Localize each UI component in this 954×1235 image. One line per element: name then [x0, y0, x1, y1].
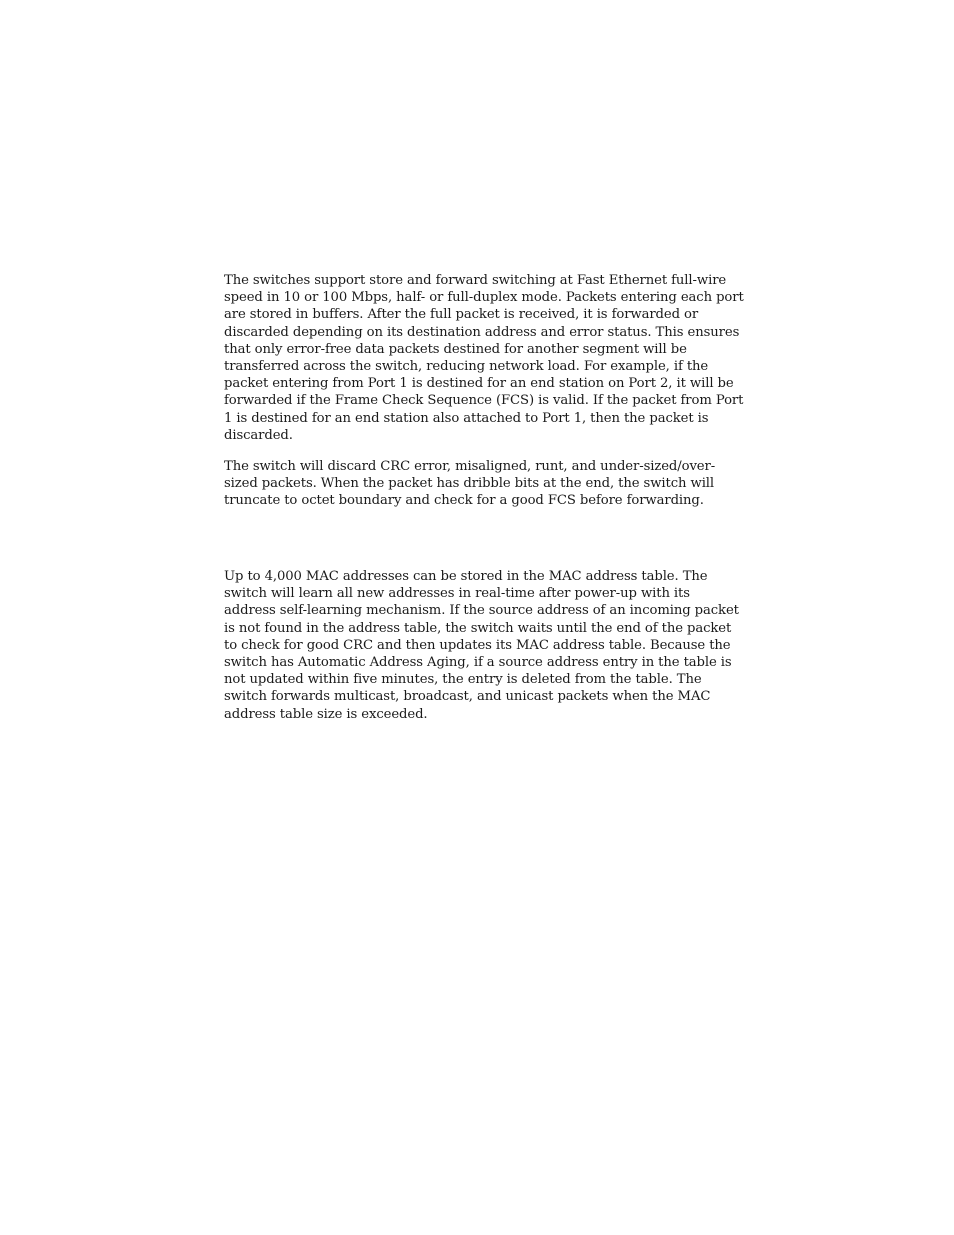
text-line: is not found in the address table, the switch waits until the end of the packet [224, 620, 732, 636]
text-line: are stored in buffers. After the full packet is received, it is forwarded or [224, 307, 699, 323]
text-line: address table size is exceeded. [224, 706, 428, 722]
text-line: switch has Automatic Address Aging, if a source address entry in the table is [224, 655, 732, 671]
paragraph-discard-errors [224, 458, 734, 510]
text-line: sized packets. When the packet has dribble bits at the end, the switch will [224, 476, 715, 492]
text-line: switch forwards multicast, broadcast, and unicast packets when the MAC [224, 689, 711, 705]
text-line: address self-learning mechanism. If the source address of an incoming packet [224, 603, 739, 619]
text-line: forwarded if the Frame Check Sequence (FCS) is valid. If the packet from Port [224, 393, 744, 409]
text-line: The switch will discard CRC error, misaligned, runt, and under-sized/over- [224, 459, 716, 474]
text-line: 1 is destined for an end station also attached to Port 1, then the packet is [224, 410, 709, 426]
text-line: discarded. [224, 427, 293, 443]
text-line: that only error-free data packets destined for another segment will be [224, 341, 687, 357]
text-line: transferred across the switch, reducing network load. For example, if the [224, 359, 709, 375]
text-line: not updated within five minutes, the entry is deleted from the table. The [224, 672, 702, 688]
text-line: speed in 10 or 100 Mbps, half- or full-duplex mode. Packets entering each port [224, 290, 744, 306]
text-line: Up to 4,000 MAC addresses can be stored in the MAC address table. The [224, 569, 708, 584]
paragraph-store-and-forward [224, 272, 744, 444]
text-line: to check for good CRC and then updates its MAC address table. Because the [224, 637, 731, 653]
text-line: The switches support store and forward switching at Fast Ethernet full-wire [224, 273, 727, 288]
text-line: truncate to octet boundary and check for a good FCS before forwarding. [224, 493, 704, 509]
text-line: discarded depending on its destination address and error status. This ensures [224, 324, 740, 340]
paragraph-mac-address-table [224, 568, 739, 723]
text-line: packet entering from Port 1 is destined for an end station on Port 2, it will be [224, 376, 734, 392]
text-line: switch will learn all new addresses in real-time after power-up with its [224, 586, 690, 602]
